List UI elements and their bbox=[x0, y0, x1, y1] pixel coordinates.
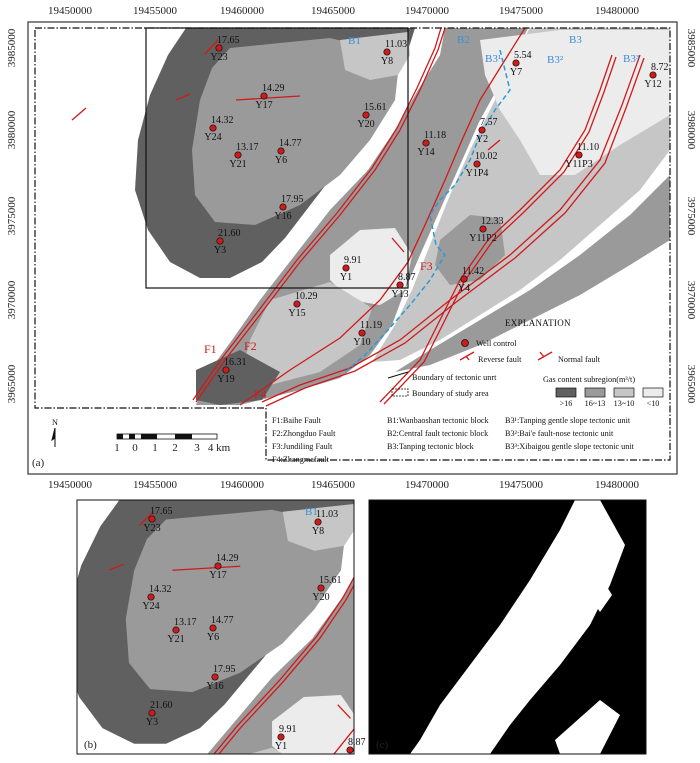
well-value-Y6: 14.77 bbox=[279, 138, 302, 149]
scale-label-0: 1 bbox=[114, 442, 120, 454]
label-b33: B3³ bbox=[623, 53, 640, 65]
tick-left-2: 3975000 bbox=[6, 196, 18, 236]
well-id-Y12: Y12 bbox=[644, 79, 662, 90]
well-id-Y7: Y7 bbox=[509, 67, 523, 78]
faultNames-1: F2:Zhongduo Fault bbox=[272, 429, 336, 438]
gas-class-label-2: 13~10 bbox=[613, 399, 635, 408]
label-b1-zoom: B1 bbox=[305, 506, 318, 518]
zoom-well-value-Y23: 17.65 bbox=[150, 506, 173, 517]
well-value-Y19: 16.31 bbox=[224, 357, 247, 368]
well-id-Y21: Y21 bbox=[229, 159, 247, 170]
zoom-well-id-Y20: Y20 bbox=[312, 592, 330, 603]
well-id-Y8: Y8 bbox=[380, 56, 394, 67]
well-id-Y14: Y14 bbox=[417, 147, 435, 158]
tick-bottom-6: 19480000 bbox=[595, 479, 639, 491]
unitNames-0: B3¹:Tanping gentle slope tectonic unit bbox=[505, 416, 631, 425]
tick-bottom-2: 19460000 bbox=[220, 479, 264, 491]
well-value-Y11P2: 12.33 bbox=[481, 216, 504, 227]
well-value-Y1: 9.91 bbox=[344, 255, 362, 266]
well-id-Y16: Y16 bbox=[274, 211, 292, 222]
well-value-Y12: 8.72 bbox=[651, 62, 669, 73]
well-id-Y17: Y17 bbox=[255, 100, 273, 111]
label-b32: B3² bbox=[547, 54, 564, 66]
well-value-Y8: 11.03 bbox=[385, 39, 408, 50]
tick-left-1: 3980000 bbox=[6, 110, 18, 150]
well-id-Y6: Y6 bbox=[274, 155, 288, 166]
zoom-well-id-Y3: Y3 bbox=[145, 717, 159, 728]
well-value-Y7: 5.54 bbox=[514, 50, 532, 61]
scale-label-2: 1 bbox=[152, 442, 158, 454]
well-id-Y10: Y10 bbox=[353, 337, 371, 348]
zoom-well-value-Y17: 14.29 bbox=[216, 553, 239, 564]
well-id-Y1: Y1 bbox=[339, 272, 353, 283]
tick-bottom-4: 19470000 bbox=[405, 479, 449, 491]
label-f2: F2 bbox=[244, 339, 257, 353]
well-id-Y19: Y19 bbox=[217, 374, 235, 385]
legend-title: EXPLANATION bbox=[505, 318, 571, 328]
well-value-Y10: 11.19 bbox=[360, 320, 383, 331]
tick-bottom-5: 19475000 bbox=[499, 479, 543, 491]
label-f4: F4 bbox=[254, 387, 267, 401]
unitNames-1: B3²:Bai'e fault-nose tectonic unit bbox=[505, 429, 614, 438]
tick-right-4: 3965000 bbox=[685, 364, 697, 404]
label-f1: F1 bbox=[204, 342, 217, 356]
north-label: N bbox=[52, 418, 58, 427]
scale-bar bbox=[114, 434, 230, 454]
panel-c-binary bbox=[369, 500, 646, 754]
well-id-Y15: Y15 bbox=[288, 308, 306, 319]
well-value-Y13: 8.87 bbox=[398, 272, 416, 283]
well-value-Y24: 14.32 bbox=[211, 115, 234, 126]
well-id-Y11P2: Y11P2 bbox=[469, 233, 497, 244]
tick-top-5: 19475000 bbox=[499, 5, 543, 17]
well-value-Y15: 10.29 bbox=[295, 291, 318, 302]
panel-b-label: (b) bbox=[84, 739, 97, 751]
well-value-Y16: 17.95 bbox=[281, 194, 304, 205]
scale-label-5: 4 km bbox=[207, 442, 231, 454]
gas-class-label-0: >16 bbox=[559, 399, 573, 408]
tick-right-1: 3980000 bbox=[685, 110, 697, 150]
panel-c-label: (c) bbox=[376, 739, 389, 751]
gas-class-label-3: <10 bbox=[646, 399, 660, 408]
panel-a-map bbox=[28, 22, 677, 474]
label-f3: F3 bbox=[420, 259, 433, 273]
tick-bottom-0: 19450000 bbox=[48, 479, 92, 491]
zoom-well-id-Y21: Y21 bbox=[167, 634, 185, 645]
well-value-Y1P4: 10.02 bbox=[475, 151, 498, 162]
blockNames-0: B1:Wanbaoshan tectonic block bbox=[387, 416, 489, 425]
well-value-Y23: 17.65 bbox=[217, 35, 240, 46]
tick-right-2: 3975000 bbox=[685, 196, 697, 236]
tick-right-0: 3985000 bbox=[685, 28, 697, 68]
faultNames-3: F4:Zhangmafault bbox=[272, 455, 329, 464]
zoom-well-value-Y3: 21.60 bbox=[150, 700, 173, 711]
well-value-Y21: 13.17 bbox=[236, 142, 259, 153]
label-b1: B1 bbox=[348, 35, 361, 47]
label-b31: B3¹ bbox=[485, 53, 502, 65]
tick-right-3: 3970000 bbox=[685, 280, 697, 320]
blockNames-2: B3:Tanping tectonic block bbox=[387, 442, 474, 451]
panel-a-label: (a) bbox=[32, 457, 45, 469]
zoom-well-value-Y20: 15.61 bbox=[319, 575, 342, 586]
zoom-well-value-Y24: 14.32 bbox=[149, 584, 172, 595]
scale-label-4: 3 bbox=[194, 442, 200, 454]
well-id-Y13: Y13 bbox=[391, 289, 409, 300]
tick-top-6: 19480000 bbox=[595, 5, 639, 17]
well-id-Y1P4: Y1P4 bbox=[465, 168, 489, 179]
well-value-Y11P3: 11.10 bbox=[577, 142, 600, 153]
zoom-well-value-Y1: 9.91 bbox=[279, 724, 297, 735]
well-symbol-icon bbox=[462, 340, 469, 347]
scale-label-3: 2 bbox=[172, 442, 178, 454]
well-value-Y17: 14.29 bbox=[262, 83, 285, 94]
well-id-Y20: Y20 bbox=[357, 119, 375, 130]
tick-left-4: 3965000 bbox=[6, 364, 18, 404]
tick-top-4: 19470000 bbox=[405, 5, 449, 17]
tick-left-3: 3970000 bbox=[6, 280, 18, 320]
legend-gas-title: Gas content subregion(m³/t) bbox=[543, 375, 636, 384]
scale-label-1: 0 bbox=[132, 442, 138, 454]
gas-class-swatch-3 bbox=[643, 388, 663, 397]
label-b2: B2 bbox=[457, 34, 470, 46]
well-value-Y20: 15.61 bbox=[364, 102, 387, 113]
tick-top-0: 19450000 bbox=[48, 5, 92, 17]
zoom-well-id-Y24: Y24 bbox=[142, 601, 160, 612]
zoom-well-id-Y8: Y8 bbox=[311, 526, 325, 537]
zoom-well-value-Y13: 8.87 bbox=[348, 737, 366, 748]
zoom-well-value-Y6: 14.77 bbox=[211, 615, 234, 626]
legend-study: Boundary of study area bbox=[412, 389, 489, 398]
tick-left-0: 3985000 bbox=[6, 28, 18, 68]
label-b3: B3 bbox=[569, 34, 582, 46]
well-value-Y3: 21.60 bbox=[218, 228, 241, 239]
tick-bottom-3: 19465000 bbox=[311, 479, 355, 491]
faultNames-2: F3:Jundiling Fault bbox=[272, 442, 333, 451]
well-id-Y11P3: Y11P3 bbox=[565, 159, 593, 170]
tick-top-3: 19465000 bbox=[311, 5, 355, 17]
well-id-Y4: Y4 bbox=[457, 283, 471, 294]
well-value-Y2: 7.57 bbox=[480, 117, 498, 128]
legend-normal: Normal fault bbox=[558, 355, 601, 364]
gas-class-swatch-1 bbox=[585, 388, 605, 397]
well-id-Y24: Y24 bbox=[204, 132, 222, 143]
well-id-Y23: Y23 bbox=[210, 52, 228, 63]
zoom-well-id-Y23: Y23 bbox=[143, 523, 161, 534]
zoom-well-id-Y6: Y6 bbox=[206, 632, 220, 643]
legend-reverse: Reverse fault bbox=[478, 355, 522, 364]
gas-class-label-1: 16~13 bbox=[584, 399, 606, 408]
gas-class-swatch-2 bbox=[614, 388, 634, 397]
zoom-well-value-Y8: 11.03 bbox=[316, 509, 339, 520]
zoom-well-id-Y16: Y16 bbox=[206, 681, 224, 692]
zoom-well-id-Y1: Y1 bbox=[274, 741, 288, 752]
zoom-well-value-Y16: 17.95 bbox=[213, 664, 236, 675]
unitNames-2: B3³:Xibaigou gentle slope tectonic unit bbox=[505, 442, 634, 451]
well-id-Y3: Y3 bbox=[213, 245, 227, 256]
gas-class-swatch-0 bbox=[556, 388, 576, 397]
faultNames-0: F1:Baihe Fault bbox=[272, 416, 321, 425]
tick-top-1: 19455000 bbox=[133, 5, 177, 17]
blockNames-1: B2:Central fault tectonic block bbox=[387, 429, 489, 438]
tick-top-2: 19460000 bbox=[220, 5, 264, 17]
well-value-Y14: 11.18 bbox=[424, 130, 447, 141]
well-value-Y4: 11.42 bbox=[462, 266, 485, 277]
legend-well: Well control bbox=[476, 339, 517, 348]
zoom-well-value-Y21: 13.17 bbox=[174, 617, 197, 628]
well-id-Y2: Y2 bbox=[475, 134, 489, 145]
tick-bottom-1: 19455000 bbox=[133, 479, 177, 491]
legend-tectonic: Boundary of tectonic unrt bbox=[412, 373, 497, 382]
zoom-well-id-Y17: Y17 bbox=[209, 570, 227, 581]
